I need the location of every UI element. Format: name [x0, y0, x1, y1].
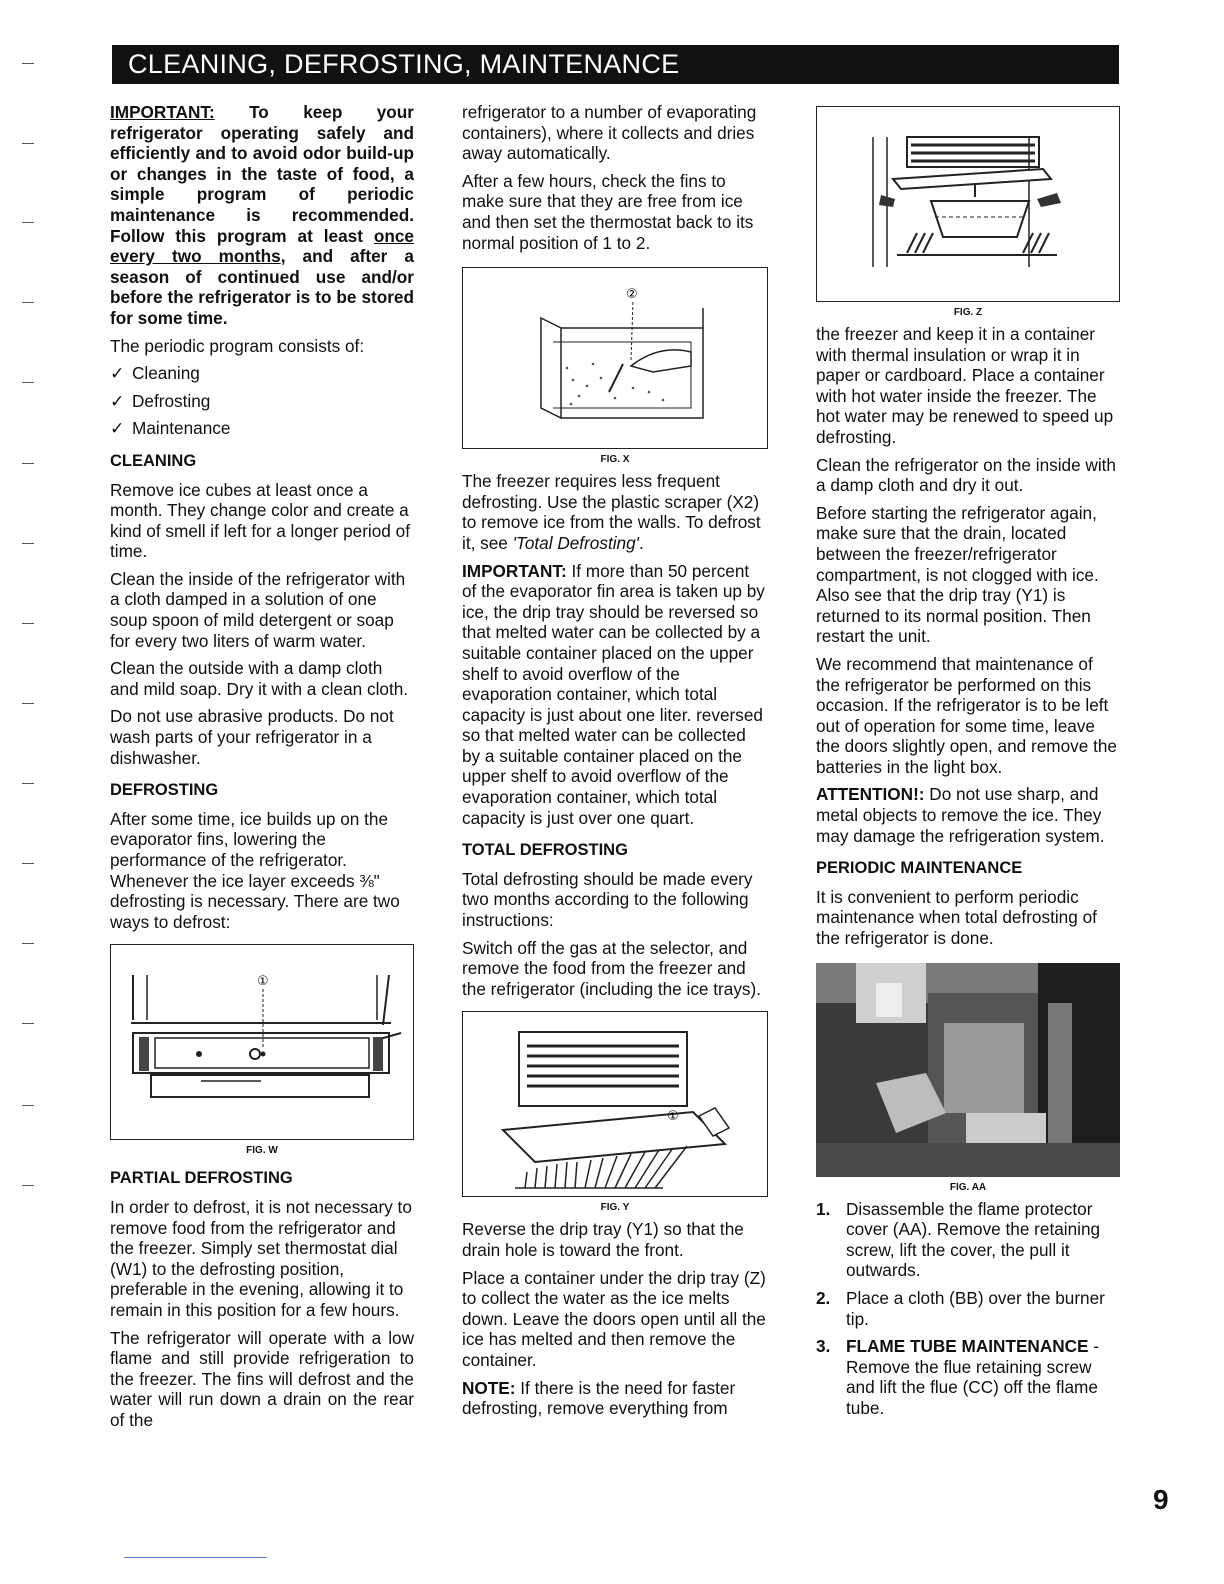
marker-label: ①: [667, 1109, 679, 1125]
drip-tray-illustration: [463, 1012, 765, 1194]
cleaning-paragraph: Clean the outside with a damp cloth and mild soap. Dry it with a clean cloth.: [110, 658, 409, 699]
cleaning-paragraph: Do not use abrasive products. Do not wash parts of your refrigerator in a dishwasher.: [110, 706, 394, 768]
clean-paragraph: Clean the refrigerator on the inside with a damp cloth and dry it out.: [816, 454, 1116, 496]
checklist-item: [110, 418, 414, 439]
margin-tick: [22, 623, 34, 624]
drain-container-illustration: [817, 107, 1117, 299]
freezer-end: .: [638, 532, 644, 553]
step-number: 2.: [816, 1288, 831, 1308]
important-text: To keep your refrigerator operating safely and efficiently and to avoid odor build-up or changes in the taste of food, a simple program of periodic maintenance is recommended. Follow this program at least: [110, 102, 414, 246]
periodic-maintenance-heading: PERIODIC MAINTENANCE: [816, 859, 1023, 878]
checklist-label: Defrosting: [132, 390, 211, 411]
margin-tick: [22, 302, 34, 303]
step-item: [816, 1336, 1120, 1418]
margin-tick: [22, 703, 34, 704]
column-3: [816, 106, 1120, 1426]
step-text: Place a cloth (BB) over the burner tip.: [846, 1288, 1105, 1329]
margin-tick: [22, 143, 34, 144]
place-paragraph: Place a container under the drip tray (Z) to collect the water as the ice melts down. Leave the doors open until all the ice has melted and then remove the container.: [462, 1267, 766, 1370]
step-number: 3.: [816, 1336, 831, 1357]
page-title: CLEANING, DEFROSTING, MAINTENANCE: [112, 45, 1119, 84]
margin-tick: [22, 1023, 34, 1024]
attention-text: Do not use sharp, and metal objects to remove the ice. They may damage the refrigeration system.: [816, 784, 1105, 846]
margin-tick: [22, 382, 34, 383]
page-number: 9: [1153, 1484, 1169, 1515]
margin-tick: [22, 1105, 34, 1106]
figure-caption: FIG. X: [600, 454, 630, 466]
important-paragraph: [110, 102, 414, 329]
total-paragraph: Total defrosting should be made every two months according to the following instructions:: [462, 868, 753, 931]
figure-caption: FIG. AA: [949, 1181, 987, 1193]
figure-aa-photo: [816, 963, 1120, 1177]
step-text: [846, 1336, 1120, 1418]
figure-caption: FIG. Y: [600, 1202, 630, 1214]
total-defrosting-heading: TOTAL DEFROSTING: [462, 841, 628, 860]
fridge-thermostat-illustration: [111, 945, 411, 1137]
step-item: [816, 1199, 1120, 1281]
freezer-paragraph: [462, 471, 768, 553]
reverse-paragraph: Reverse the drip tray (Y1) so that the drain hole is toward the front.: [462, 1219, 744, 1260]
important-label: IMPORTANT:: [110, 102, 215, 122]
check-icon: ✓: [110, 363, 125, 384]
margin-tick: [22, 463, 34, 464]
figure-z: [816, 106, 1120, 302]
note-text: If there is the need for faster defrosting, remove everything from: [462, 1377, 736, 1419]
margin-tick: [22, 543, 34, 544]
footer-line: [124, 1557, 267, 1558]
margin-tick: [22, 863, 34, 864]
margin-tick: [22, 943, 34, 944]
partial-heading: PARTIAL DEFROSTING: [110, 1169, 293, 1188]
before-paragraph: Before starting the refrigerator again, make sure that the drain, located between the freezer/refrigerator compartment, is not clogged with ice. Also see that the drip tray (Y1) is returned to its normal position. Then restart the unit.: [816, 502, 1099, 647]
important-label: IMPORTANT:: [462, 560, 567, 581]
total-defrosting-ref: 'Total Defrosting': [512, 532, 639, 553]
column-1: [110, 102, 414, 1438]
defrosting-heading: DEFROSTING: [110, 781, 219, 800]
marker-label: ②: [626, 287, 638, 303]
periodic-paragraph: It is convenient to perform periodic maintenance when total defrosting of the refrigerator is done.: [816, 886, 1097, 949]
defrosting-paragraph: After some time, ice builds up on the evaporator fins, lowering the performance of the refrigerator. Whenever the ice layer exceeds ⅜" defrosting is necessary. There are two ways to defrost:: [110, 808, 400, 932]
note-label: NOTE:: [462, 1377, 516, 1398]
important-tail: , and after a season of continued use and/or before the refrigerator is to be stored for some time.: [110, 246, 414, 328]
checklist-label: Cleaning: [132, 363, 200, 384]
partial-paragraph: In order to defrost, it is not necessary to remove food from the refrigerator and the freezer. Simply set thermostat dial (W1) to the defrosting position, preferable in the evening, allowing it to remain in this position for a few hours.: [110, 1196, 412, 1320]
check-icon: ✓: [110, 390, 125, 411]
step-text: Disassemble the flame protector cover (AA). Remove the retaining screw, lift the cover, the pull it outwards.: [846, 1198, 1101, 1281]
cleaning-heading: CLEANING: [110, 451, 197, 470]
periodic-intro: The periodic program consists of:: [110, 335, 365, 356]
figure-y: [462, 1011, 768, 1197]
attention-paragraph: [816, 784, 1120, 846]
step-number: 1.: [816, 1198, 831, 1219]
continued-paragraph: the freezer and keep it in a container with thermal insulation or wrap it in paper or cardboard. Place a container with hot water inside the freezer. The hot water may be renewed to speed up defrosting.: [816, 324, 1114, 447]
figure-w: [110, 944, 414, 1140]
figure-caption: FIG. W: [246, 1145, 278, 1157]
important-underline: once every two months: [110, 225, 414, 267]
margin-tick: [22, 783, 34, 784]
flame-protector-photo: [816, 963, 1120, 1177]
cleaning-paragraph: Clean the inside of the refrigerator with a cloth damped in a solution of one soup spoon of mild detergent or soap for every two liters of warm water.: [110, 568, 406, 651]
important-text: If more than 50 percent of the evaporator fin area is taken up by ice, the drip tray should be reversed so that melted water can be collected by a suitable container placed on the upper shelf to avoid overflow of the evaporation container, which total capacity is just about one liter. reversed so that melted water can be collected by a suitable container placed on the upper shelf to avoid overflow of the evaporation container, which total capacity is just over one quart.: [462, 560, 765, 828]
partial-paragraph: The refrigerator will operate with a low flame and still provide refrigeration to the freezer. The fins will defrost and the water will run down a drain on the rear of the: [110, 1327, 414, 1430]
note-paragraph: [462, 1378, 768, 1419]
margin-tick: [22, 222, 34, 223]
freezer-text: The freezer requires less frequent defrosting. Use the plastic scraper (X2) to remove ice from the walls. To defrost it, see: [462, 471, 761, 553]
step-label: FLAME TUBE MAINTENANCE: [846, 1336, 1089, 1357]
checklist-item: [110, 363, 414, 384]
figure-caption: FIG. Z: [953, 307, 983, 318]
attention-label: ATTENTION!:: [816, 784, 925, 805]
important-paragraph-2: [462, 561, 768, 829]
step-body: - Remove the flue retaining screw and lift the flue (CC) off the flame tube.: [846, 1336, 1100, 1418]
checklist-label: Maintenance: [132, 418, 231, 439]
figure-x: [462, 267, 768, 449]
margin-tick: [22, 1185, 34, 1186]
total-paragraph: Switch off the gas at the selector, and remove the food from the freezer and the refrigerator (including the ice trays).: [462, 937, 762, 999]
marker-label: ①: [257, 974, 269, 990]
margin-tick: [22, 63, 34, 64]
check-icon: ✓: [110, 418, 125, 439]
freezer-scraper-illustration: [463, 268, 765, 446]
cleaning-paragraph: Remove ice cubes at least once a month. They change color and create a kind of smell if left for a longer period of time.: [110, 479, 410, 562]
recommend-paragraph: We recommend that maintenance of the refrigerator be performed on this occasion. If the refrigerator is to be left out of operation for some time, leave the doors slightly open, and remove the batteries in the light box.: [816, 653, 1117, 777]
continued-paragraph: refrigerator to a number of evaporating containers), where it collects and dries away automatically.: [462, 102, 757, 164]
checklist-item: [110, 391, 414, 412]
column-2: [462, 102, 768, 1426]
check-fins-paragraph: After a few hours, check the fins to make sure that they are free from ice and then set the thermostat back to its normal position of 1 to 2.: [462, 170, 754, 253]
step-item: [816, 1288, 1120, 1329]
